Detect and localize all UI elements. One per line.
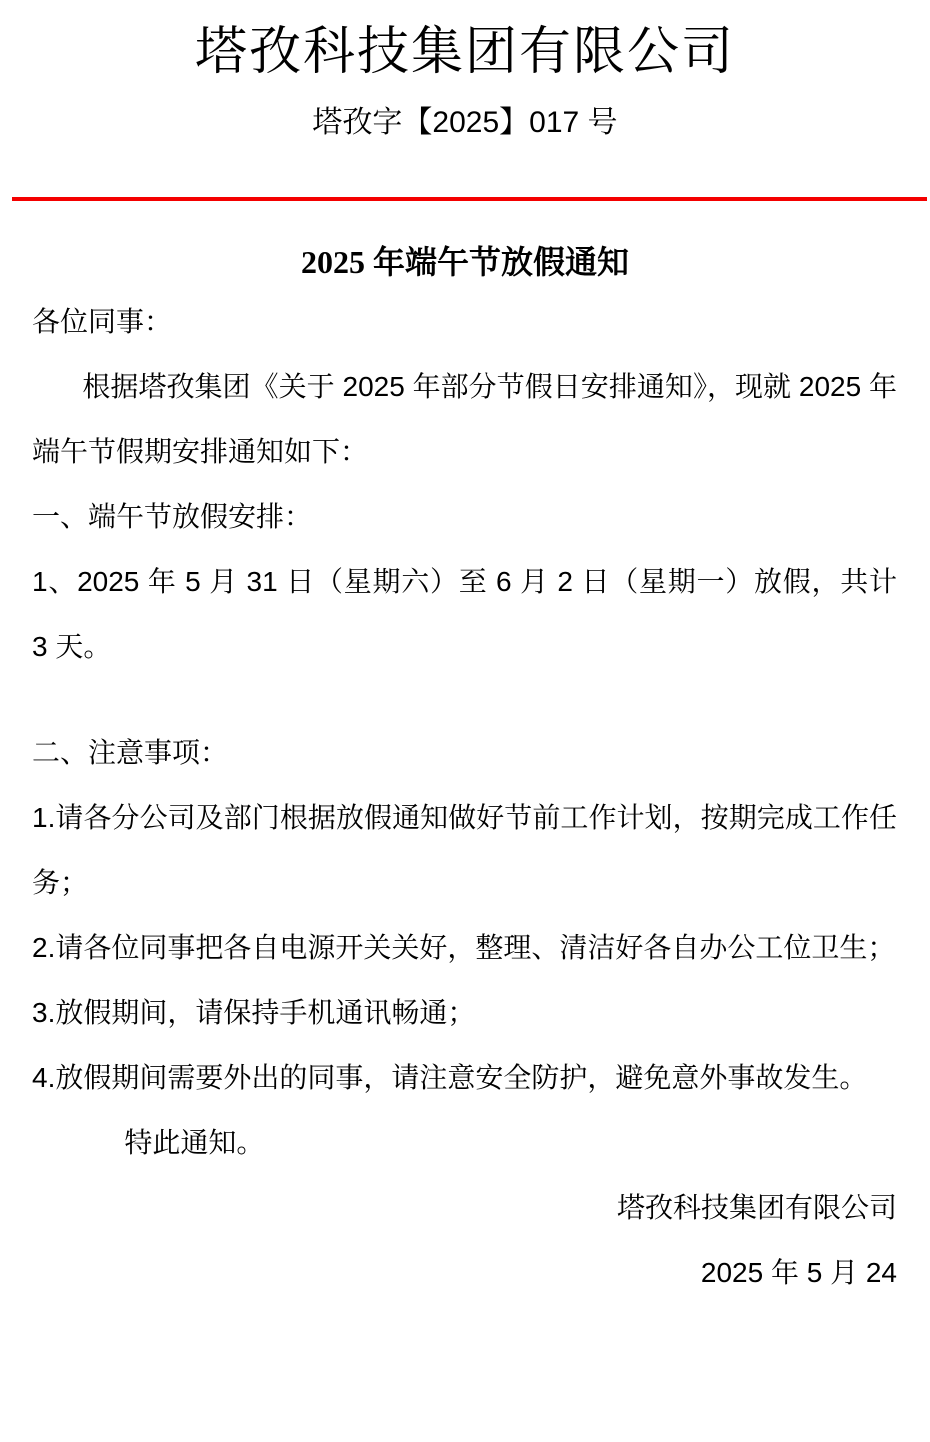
section2-item-2: 2.请各位同事把各自电源开关关好，整理、清洁好各自办公工位卫生；	[32, 932, 896, 963]
section2-item-1: 1.请各分公司及部门根据放假通知做好节前工作计划，按期完成工作任务；	[32, 802, 897, 898]
notice-body	[0, 289, 930, 1305]
section2-heading: 二、注意事项：	[32, 737, 229, 768]
document-number: 塔孜字【2025】017 号	[312, 106, 618, 139]
red-divider-line	[12, 197, 927, 201]
notice-title: 2025 年端午节放假通知	[300, 244, 629, 280]
signature-date: 2025 年 5 月 24	[700, 1257, 897, 1288]
intro-paragraph: 根据塔孜集团《关于 2025 年部分节假日安排通知》，现就 2025 年端午节假期安排通知如下：	[32, 371, 897, 467]
company-title: 塔孜科技集团有限公司	[194, 24, 735, 81]
section2-item-3: 3.放假期间，请保持手机通讯畅通；	[32, 997, 476, 1028]
document-header	[0, 22, 930, 201]
section1-item-1: 1、2025 年 5 月 31 日（星期六）至 6 月 2 日（星期一）放假，共计 3 天。	[32, 566, 897, 662]
blank-paragraph	[32, 679, 897, 720]
salutation-line: 各位同事：	[32, 306, 173, 337]
section2-item-4: 4.放假期间需要外出的同事，请注意安全防护，避免意外事故发生。	[32, 1062, 868, 1093]
signature-company: 塔孜科技集团有限公司	[616, 1192, 897, 1223]
closing-line: 特此通知。	[124, 1127, 265, 1158]
section1-heading: 一、端午节放假安排：	[32, 501, 313, 532]
